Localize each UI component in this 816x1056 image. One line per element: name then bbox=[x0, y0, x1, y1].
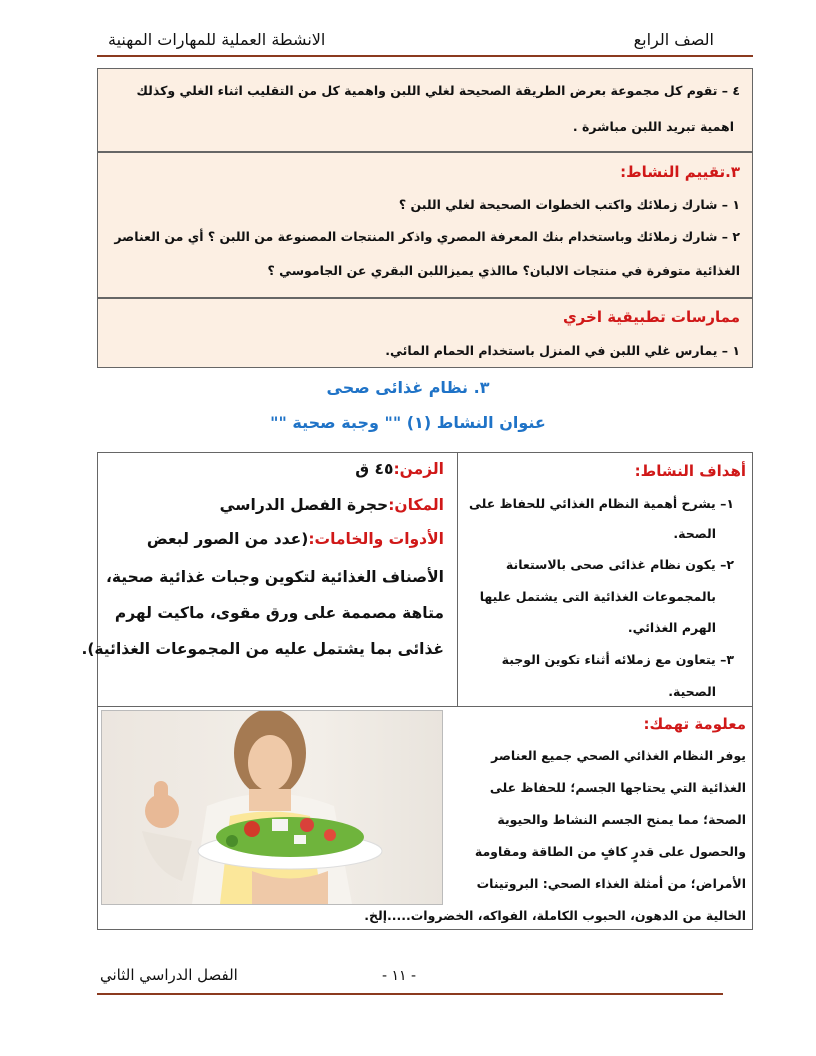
activity-title: عنوان النشاط (١) "" وجبة صحية "" bbox=[270, 413, 546, 432]
info-line-6: الخالية من الدهون، الحبوب الكاملة، الفواكه، الخضروات.....إلخ. bbox=[364, 908, 746, 923]
place-label: المكان: bbox=[388, 496, 444, 514]
practice-heading: ممارسات تطبيقية اخري bbox=[562, 308, 740, 326]
evaluation-box bbox=[97, 152, 753, 298]
time-row bbox=[355, 460, 444, 478]
tools-line-1: (عدد من الصور لبعض bbox=[146, 530, 309, 548]
tools-line-4: غذائى بما يشتمل عليه من المجموعات الغذائية). bbox=[81, 640, 444, 658]
tools-label: الأدوات والخامات: bbox=[308, 530, 444, 548]
info-line-5: الأمراض؛ من أمثلة الغذاء الصحي: البروتينات bbox=[476, 876, 746, 891]
time-value: ٤٥ ق bbox=[355, 460, 394, 478]
tools-line-3: متاهة مصممة على ورق مقوى، ماكيت لهرم bbox=[114, 604, 444, 622]
header-book-title: الانشطة العملية للمهارات المهنية bbox=[108, 30, 326, 49]
tools-line-2: الأصناف الغذائية لتكوين وجبات غذائية صحية، bbox=[105, 568, 444, 586]
footer-term: الفصل الدراسي الثاني bbox=[100, 966, 238, 984]
goal-3-line-2: الصحية. bbox=[668, 684, 716, 699]
practice-box bbox=[97, 298, 753, 368]
table-vertical-divider bbox=[457, 452, 458, 706]
place-value: حجرة الفصل الدراسي bbox=[219, 496, 389, 514]
goal-1-line-1: ١– يشرح أهمية النظام الغذائي للحفاظ على bbox=[469, 496, 734, 511]
place-row bbox=[220, 496, 444, 514]
section-title: ٣. نظام غذائى صحى bbox=[326, 378, 490, 397]
info-line-4: والحصول على قدرٍ كافٍ من الطاقة ومقاومة bbox=[474, 844, 746, 859]
goals-heading: أهداف النشاط: bbox=[634, 462, 746, 480]
header-rule bbox=[97, 55, 753, 57]
tools-row bbox=[147, 530, 444, 548]
steps-box bbox=[97, 68, 753, 152]
salad-illustration bbox=[102, 711, 442, 904]
goal-3-line-1: ٣– يتعاون مع زملائه أثناء تكوين الوجبة bbox=[501, 652, 734, 667]
evaluation-item-2-line-1: ٢ – شارك زملائك وباستخدام بنك المعرفة المصري واذكر المنتجات المصنوعة من اللبن ؟ أي من العناصر bbox=[114, 229, 740, 244]
goal-2-line-2: بالمجموعات الغذائية التى يشتمل عليها bbox=[479, 589, 716, 604]
info-line-3: الصحة؛ مما يمنح الجسم النشاط والحيوية bbox=[497, 812, 746, 827]
info-line-2: الغذائية التي يحتاجها الجسم؛ للحفاظ على bbox=[489, 780, 746, 795]
table-horizontal-divider bbox=[97, 706, 753, 707]
goal-1-line-2: الصحة. bbox=[673, 526, 716, 541]
footer-rule bbox=[97, 993, 723, 995]
step-4-line-1: ٤ – تقوم كل مجموعة بعرض الطريقة الصحيحة لغلي اللبن واهمية كل من التقليب اثناء الغلي وكذلك bbox=[136, 83, 740, 98]
goal-2-line-3: الهرم الغذائي. bbox=[627, 620, 716, 635]
page-number: - ١١ - bbox=[382, 968, 417, 984]
evaluation-item-1: ١ – شارك زملائك واكتب الخطوات الصحيحة لغلي اللبن ؟ bbox=[398, 197, 740, 212]
step-4-line-2: اهمية تبريد اللبن مباشرة . bbox=[572, 119, 734, 134]
info-line-1: يوفر النظام الغذائي الصحي جميع العناصر bbox=[491, 748, 746, 763]
header-grade: الصف الرابع bbox=[633, 30, 714, 49]
evaluation-item-2-line-2: الغذائية متوفرة في منتجات الالبان؟ ماالذي يميزاللبن البقري عن الجاموسي ؟ bbox=[267, 263, 740, 278]
evaluation-heading: ٣.تقييم النشاط: bbox=[620, 163, 740, 181]
goal-2-line-1: ٢– يكون نظام غذائى صحى بالاستعانة bbox=[505, 557, 734, 572]
practice-item-1: ١ – يمارس غلي اللبن في المنزل باستخدام الحمام المائي. bbox=[385, 343, 740, 358]
time-label: الزمن: bbox=[393, 460, 444, 478]
salad-photo bbox=[101, 710, 443, 905]
info-heading: معلومة تهمك: bbox=[643, 715, 746, 733]
